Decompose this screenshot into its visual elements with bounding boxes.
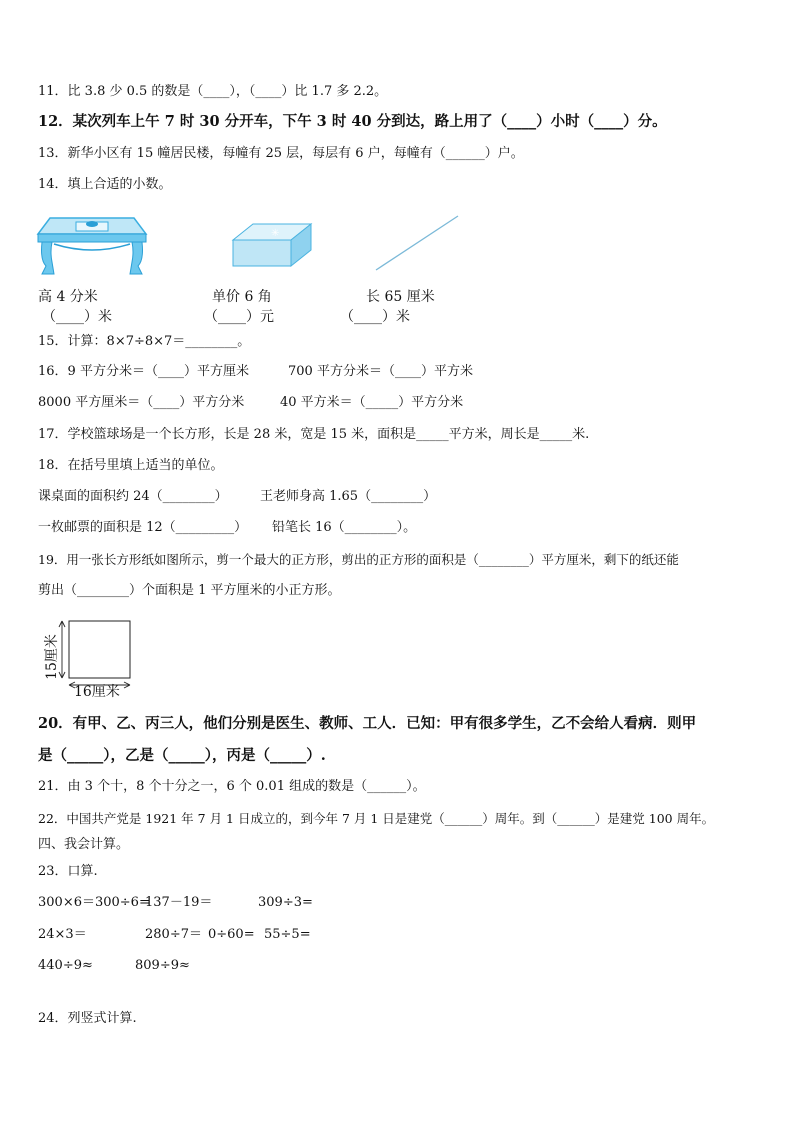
svg-text:✳: ✳ <box>271 228 280 239</box>
q14-caption-2: 单价 6 角 <box>212 289 272 305</box>
question-18b: 王老师身高 1.65（________） <box>260 489 437 504</box>
question-16b: 700 平方分米＝（____）平方米 <box>288 364 473 379</box>
calc-item: 809÷9≈ <box>135 958 190 973</box>
q14-blank-2: （____）元 <box>204 309 274 325</box>
question-18a: 课桌面的面积约 24（________） <box>38 489 228 504</box>
section-4-heading: 四、我会计算。 <box>38 837 130 852</box>
question-24: 24．列竖式计算. <box>38 1011 137 1026</box>
question-20-line2: 是（_____），乙是（_____），丙是（_____）. <box>38 747 326 764</box>
question-16c: 8000 平方厘米＝（____）平方分米 <box>38 395 245 410</box>
q14-blank-3: （____）米 <box>340 309 410 325</box>
calc-item: 137－19＝ <box>145 895 213 910</box>
question-18: 18．在括号里填上适当的单位。 <box>38 458 224 473</box>
question-12: 12．某次列车上午 7 时 30 分开车，下午 3 时 40 分到达，路上用了（____）小时（____）分。 <box>38 113 667 130</box>
rect-side-label: 15厘米 <box>44 634 60 680</box>
question-19-line2: 剪出（________）个面积是 1 平方厘米的小正方形。 <box>38 583 341 598</box>
question-13: 13．新华小区有 15 幢居民楼，每幢有 25 层，每层有 6 户，每幢有（______）户。 <box>38 146 524 161</box>
question-18c: 一枚邮票的面积是 12（_________） <box>38 520 248 535</box>
calc-item: 440÷9≈ <box>38 958 93 973</box>
table-image <box>36 212 148 276</box>
calc-item: 309÷3= <box>258 895 313 910</box>
calc-item: 55÷5= <box>264 927 311 942</box>
calc-item: 0÷60= <box>208 927 255 942</box>
line-segment-image <box>374 214 460 272</box>
question-16a: 16．9 平方分米＝（____）平方厘米 <box>38 364 249 379</box>
question-16d: 40 平方米＝（_____）平方分米 <box>280 395 464 410</box>
eraser-image <box>231 222 313 268</box>
q14-caption-1: 高 4 分米 <box>38 289 98 305</box>
question-21: 21．由 3 个十，8 个十分之一，6 个 0.01 组成的数是（______）。 <box>38 779 426 794</box>
question-22: 22．中国共产党是 1921 年 7 月 1 日成立的，到今年 7 月 1 日是建党（______）周年。到（______）是建党 100 周年。 <box>38 811 715 826</box>
calc-item: 280÷7＝ <box>145 927 202 942</box>
question-20-line1: 20．有甲、乙、丙三人，他们分别是医生、教师、工人．已知：甲有很多学生，乙不会给人看病．则甲 <box>38 715 697 732</box>
calc-item: 300×6＝300÷6= <box>38 895 150 910</box>
question-15: 15．计算：8×7÷8×7＝________。 <box>38 334 251 349</box>
question-11: 11．比 3.8 少 0.5 的数是（____），（____）比 1.7 多 2.2。 <box>38 84 388 99</box>
question-19-line1: 19．用一张长方形纸如图所示，剪一个最大的正方形，剪出的正方形的面积是（________）平方厘米，剩下的纸还能 <box>38 552 679 567</box>
q14-blank-1: （____）米 <box>42 309 112 325</box>
question-14: 14．填上合适的小数。 <box>38 177 172 192</box>
rect-bottom-label: 16厘米 <box>74 684 120 700</box>
question-17: 17．学校篮球场是一个长方形，长是 28 米，宽是 15 米，面积是_____平方米，周长是_____米. <box>38 427 590 442</box>
question-18d: 铅笔长 16（________）。 <box>272 520 417 535</box>
question-23: 23．口算. <box>38 864 98 879</box>
calc-item: 24×3＝ <box>38 927 87 942</box>
q14-caption-3: 长 65 厘米 <box>366 289 435 305</box>
